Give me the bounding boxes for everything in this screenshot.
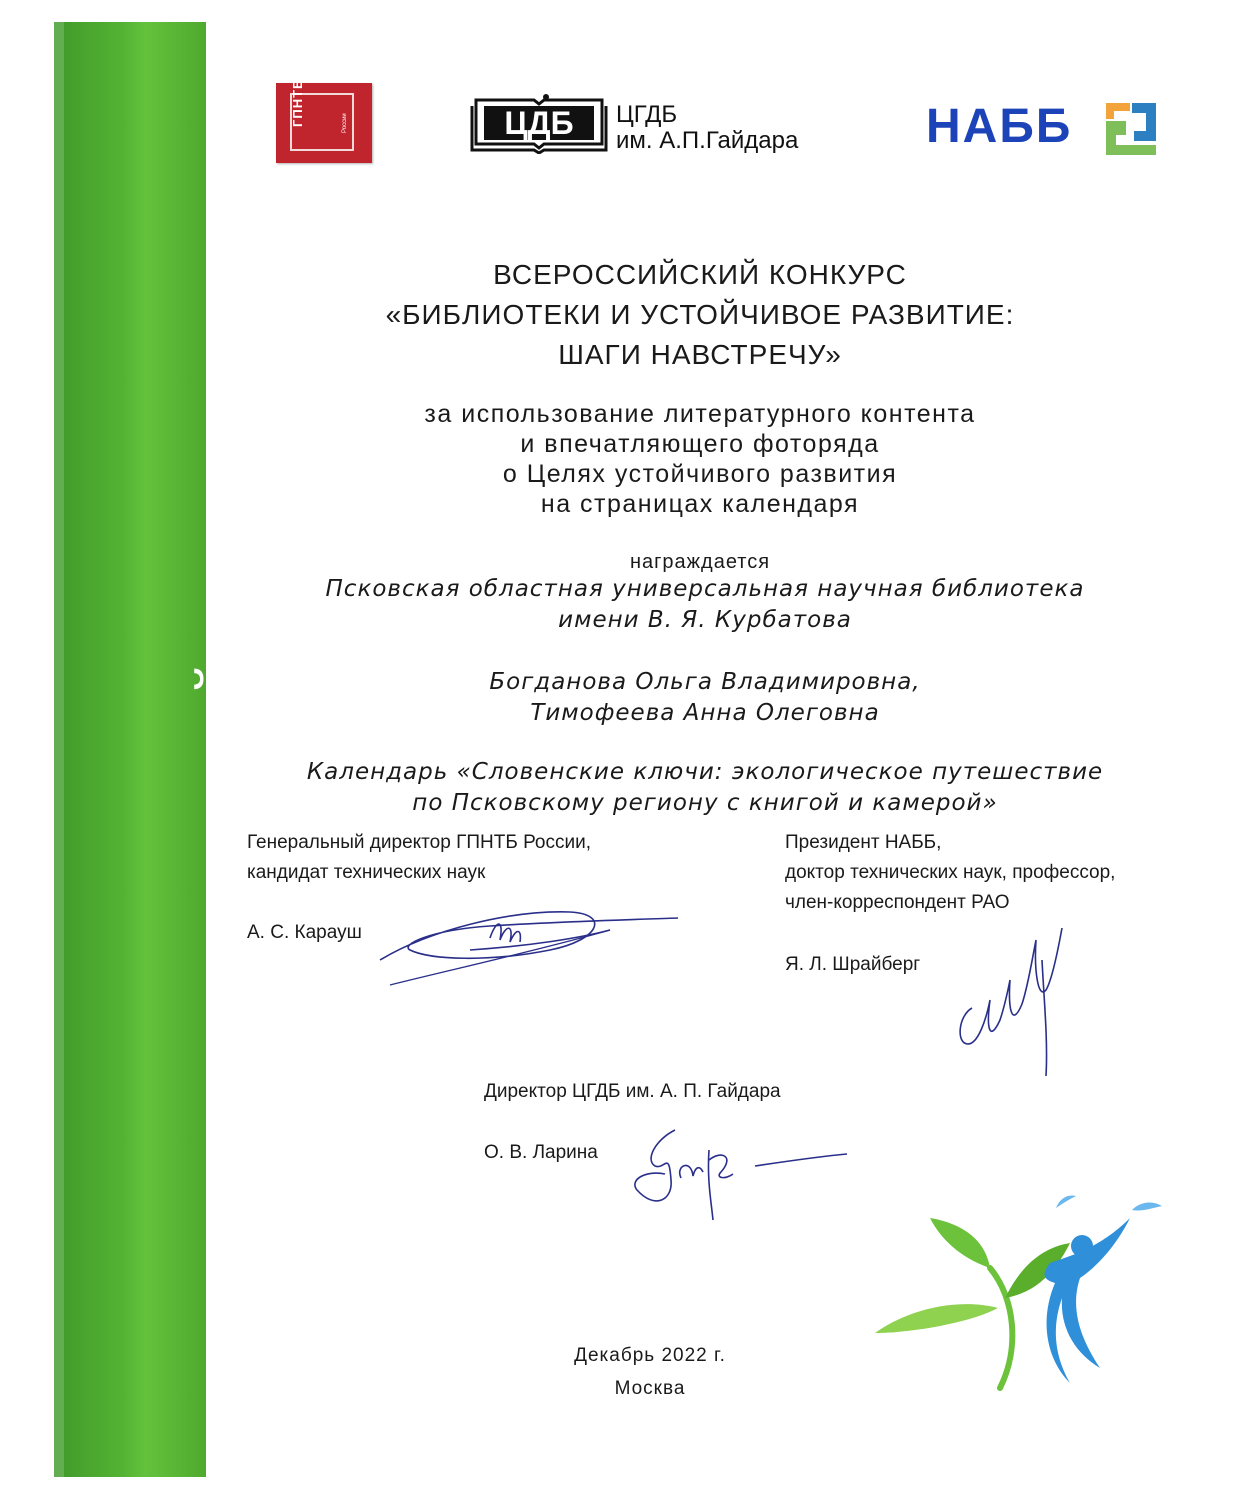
signatory-left-name: А. С. Карауш [247, 922, 362, 943]
calendar-title [195, 757, 1215, 819]
contest-title [290, 255, 1110, 375]
contest-title-line1: ВСЕРОССИЙСКИЙ КОНКУРС [493, 259, 907, 290]
award-reason-line2: и впечатляющего фоторяда [520, 430, 880, 458]
cgdb-logo-mark: ЦДБ [504, 105, 574, 141]
cgdb-logo [466, 80, 846, 160]
nabb-squares-icon [1104, 101, 1158, 157]
gpntb-logo-subtext: России [342, 113, 348, 133]
signature-left [370, 890, 690, 990]
recipient-organization [200, 574, 1210, 636]
recipient-organization-line1: Псковская областная универсальная научная библиотека [325, 576, 1085, 602]
signatory-left-line2: кандидат технических наук [247, 862, 486, 883]
award-reason-line1: за использование литературного контента [424, 400, 976, 428]
signatory-right-name: Я. Л. Шрайберг [785, 954, 921, 975]
gpntb-logo [276, 78, 372, 163]
leaf-sprout-icon [875, 1218, 1070, 1388]
signature-bottom [625, 1120, 855, 1230]
cgdb-logo-name [616, 102, 798, 154]
signatory-right-line2: доктор технических наук, профессор, [785, 862, 1116, 883]
sustainability-emblem [870, 1188, 1190, 1408]
signatory-right-position [785, 828, 1115, 918]
calendar-title-line2: по Псковскому региону с книгой и камерой» [412, 790, 998, 816]
signatory-right-line1: Президент НАББ, [785, 832, 942, 853]
award-date: Декабрь 2022 г. [574, 1345, 726, 1366]
diploma-type-title: СПЕЦИАЛЬНЫЙ ДИПЛОМ [195, 379, 260, 1126]
cgdb-logo-line2: им. А.П.Гайдара [616, 127, 799, 154]
award-city: Москва [614, 1378, 686, 1399]
contest-title-line2: «БИБЛИОТЕКИ И УСТОЙЧИВОЕ РАЗВИТИЕ: [385, 299, 1015, 330]
signatory-bottom-name: О. В. Ларина [484, 1142, 598, 1163]
gpntb-logo-text: ГПНТБ [290, 78, 305, 127]
awarded-label: награждается [629, 551, 771, 573]
nabb-logo [926, 97, 1158, 157]
signatory-bottom-position: Директор ЦГДБ им. А. П. Гайдара [484, 1081, 781, 1102]
cgdb-logo-line1: ЦГДБ [616, 101, 678, 128]
water-figure-icon [1045, 1196, 1162, 1384]
signatory-left-position [247, 828, 591, 888]
calendar-title-line1: Календарь «Словенские ключи: экологическое путешествие [306, 759, 1104, 785]
signature-right [950, 920, 1070, 1080]
cgdb-book-icon [470, 94, 608, 154]
nabb-logo-text: НАББ [926, 100, 1073, 153]
signatory-right-line3: член-корреспондент РАО [785, 892, 1010, 913]
recipient-person-2: Тимофеева Анна Олеговна [530, 700, 880, 726]
sidebar-highlight [54, 22, 64, 1477]
award-reason [260, 399, 1140, 519]
contest-title-line3: ШАГИ НАВСТРЕЧУ» [558, 339, 842, 370]
recipient-organization-line2: имени В. Я. Курбатова [558, 607, 852, 633]
diploma-sidebar [54, 22, 260, 1477]
award-reason-line4: на страницах календаря [540, 490, 860, 518]
recipient-person-1: Богданова Ольга Владимировна, [489, 669, 921, 695]
signatory-left-line1: Генеральный директор ГПНТБ России, [247, 832, 591, 853]
recipient-people [300, 667, 1110, 729]
award-reason-line3: о Целях устойчивого развития [502, 460, 898, 488]
